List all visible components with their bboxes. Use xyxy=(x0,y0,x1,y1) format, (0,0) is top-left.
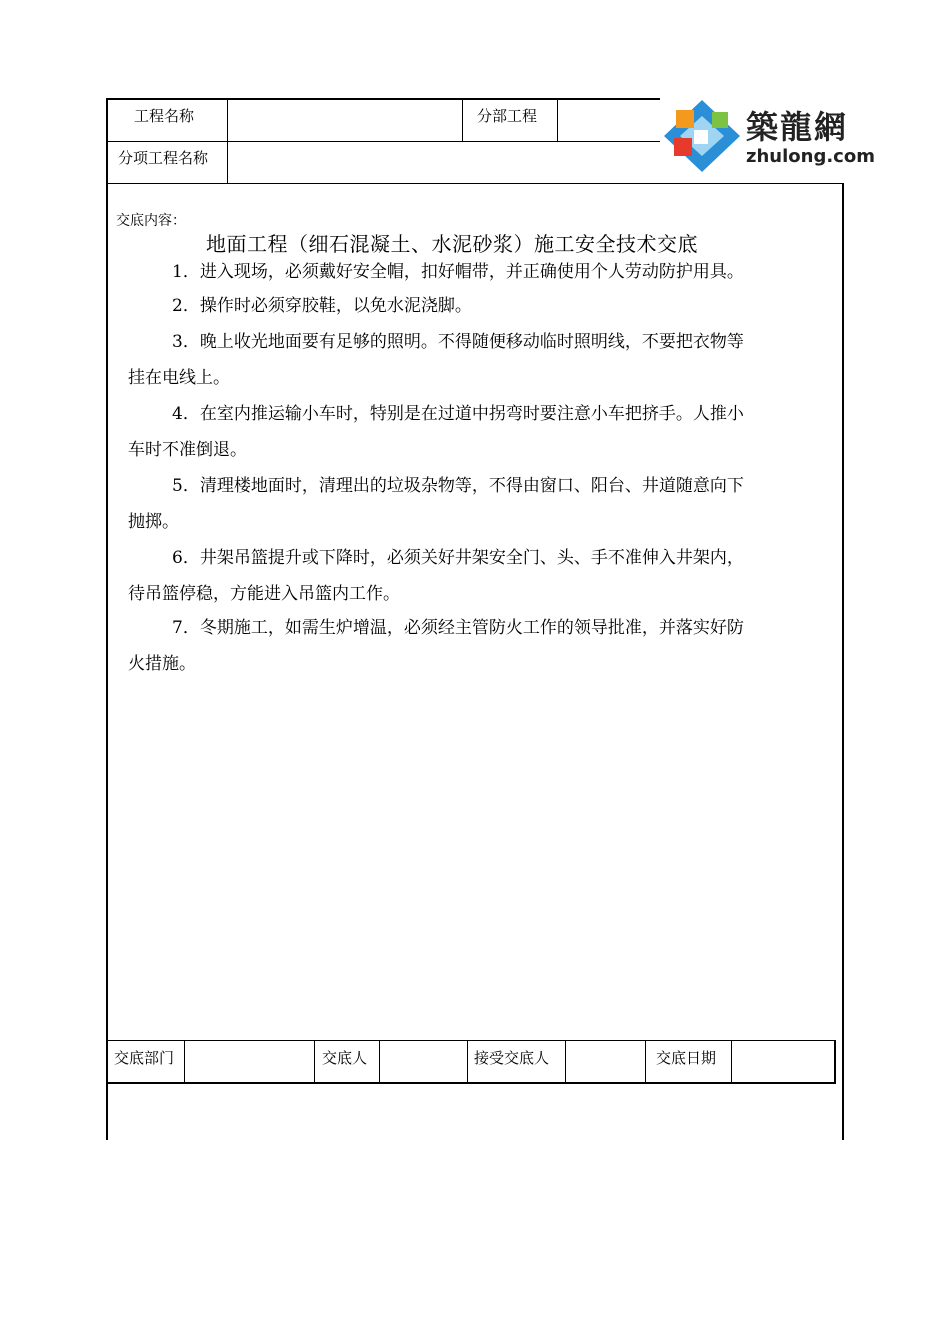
sub-project-label: 分部工程 xyxy=(477,107,538,125)
item-first-line: 4．在室内推运输小车时，特别是在过道中拐弯时要注意小车把挤手。人推小 xyxy=(172,404,744,424)
intro-label: 交底内容： xyxy=(116,213,186,229)
item-first-line: 3．晚上收光地面要有足够的照明。不得随便移动临时照明线，不要把衣物等 xyxy=(172,332,744,352)
bottom-row-bottom xyxy=(106,1082,836,1084)
item-first-line: 2．操作时必须穿胶鞋，以免水泥浇脚。 xyxy=(172,296,472,316)
item-paragraph xyxy=(128,540,828,612)
person-label: 交底人 xyxy=(322,1049,368,1067)
item-first-line: 7．冬期施工，如需生炉增温，必须经主管防火工作的领导批准，并落实好防 xyxy=(172,618,744,638)
item-paragraph xyxy=(128,288,828,324)
item-continuation: 挂在电线上。 xyxy=(128,368,230,388)
zhulong-logo xyxy=(660,96,875,182)
item-first-line: 1．进入现场，必须戴好安全帽，扣好帽带，并正确使用个人劳动防护用具。 xyxy=(172,262,744,282)
row2-bottom xyxy=(106,183,844,184)
col-divider-2 xyxy=(462,98,463,142)
item-first-line: 6．井架吊篮提升或下降时，必须关好井架安全门、头、手不准伸入井架内， xyxy=(172,548,744,568)
bottom-divider-6 xyxy=(645,1040,646,1084)
logo-mark-icon xyxy=(660,96,744,176)
left-border xyxy=(106,98,108,1140)
item-paragraph xyxy=(128,610,828,682)
dept-label: 交底部门 xyxy=(114,1049,175,1067)
item-continuation: 火措施。 xyxy=(128,654,196,674)
item-continuation: 待吊篮停稳，方能进入吊篮内工作。 xyxy=(128,584,400,604)
document-title: 地面工程（细石混凝土、水泥砂浆）施工安全技术交底 xyxy=(206,232,698,256)
item-paragraph xyxy=(128,468,828,540)
bottom-row-right xyxy=(834,1040,836,1084)
receiver-label: 接受交底人 xyxy=(474,1049,550,1067)
item-project-label: 分项工程名称 xyxy=(118,149,209,167)
logo-english-text: zhulong.com xyxy=(746,146,875,167)
bottom-row-top xyxy=(106,1040,836,1041)
col-divider-3 xyxy=(557,98,558,142)
disclosure-form xyxy=(106,98,844,1085)
col-divider-1 xyxy=(227,98,228,184)
bottom-divider-3 xyxy=(379,1040,380,1084)
top-border xyxy=(106,98,661,100)
item-paragraph xyxy=(128,324,828,396)
bottom-divider-4 xyxy=(467,1040,468,1084)
bottom-divider-1 xyxy=(184,1040,185,1084)
logo-chinese-text: 築龍網 xyxy=(746,108,849,146)
date-label: 交底日期 xyxy=(656,1049,717,1067)
row1-bottom xyxy=(106,141,661,142)
item-first-line: 5．清理楼地面时，清理出的垃圾杂物等，不得由窗口、阳台、井道随意向下 xyxy=(172,476,744,496)
bottom-divider-5 xyxy=(565,1040,566,1084)
item-continuation: 车时不准倒退。 xyxy=(128,440,247,460)
bottom-divider-7 xyxy=(731,1040,732,1084)
item-paragraph xyxy=(128,396,828,468)
bottom-divider-2 xyxy=(314,1040,315,1084)
item-continuation: 抛掷。 xyxy=(128,512,179,532)
item-paragraph xyxy=(128,254,828,290)
project-name-label: 工程名称 xyxy=(134,107,195,125)
right-border xyxy=(842,184,844,1140)
